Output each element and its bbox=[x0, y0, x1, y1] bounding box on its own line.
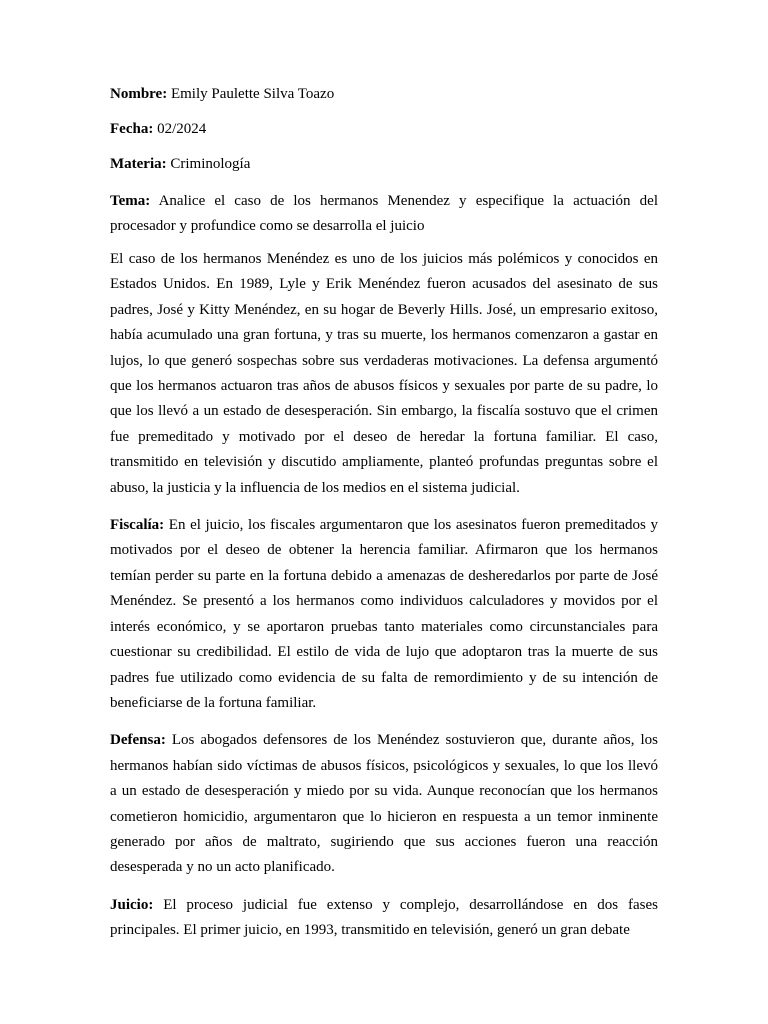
tema-value: Analice el caso de los hermanos Menendez y especifique la actuación del procesador y profundice como se desarrolla el juicio bbox=[110, 193, 658, 234]
juicio-text: El proceso judicial fue extenso y complejo, desarrollándose en dos fases principales. El primer juicio, en 1993, transmitido en televisión, generó un gran debate bbox=[110, 896, 658, 939]
defensa-label: Defensa: bbox=[110, 732, 166, 749]
fiscalia-label: Fiscalía: bbox=[110, 517, 165, 534]
tema-paragraph bbox=[110, 189, 658, 239]
juicio-label: Juicio: bbox=[110, 896, 154, 913]
nombre-line bbox=[110, 84, 658, 104]
materia-label: Materia: bbox=[110, 156, 167, 172]
juicio-paragraph bbox=[110, 893, 658, 944]
nombre-value: Emily Paulette Silva Toazo bbox=[167, 86, 335, 102]
materia-value: Criminología bbox=[166, 156, 251, 172]
nombre-label: Nombre: bbox=[110, 86, 168, 102]
fecha-value: 02/2024 bbox=[153, 121, 207, 137]
materia-line bbox=[110, 154, 658, 174]
document-page bbox=[110, 84, 658, 956]
defensa-paragraph bbox=[110, 728, 658, 880]
intro-paragraph: El caso de los hermanos Menéndez es uno de los juicios más polémicos y conocidos en Estados Unidos. En 1989, Lyle y Erik Menéndez fueron acusados del asesinato de sus padres, José y Kitty Menéndez, en su hogar de Beverly Hills. José, un empresario exitoso, había acumulado una gran fortuna, y tras su muerte, los hermanos comenzaron a gastar en lujos, lo que generó sospechas sobre sus verdaderas motivaciones. La defensa argumentó que los hermanos actuaron tras años de abusos físicos y sexuales por parte de su padre, lo que los llevó a un estado de desesperación. Sin embargo, la fiscalía sostuvo que el crimen fue premeditado y motivado por el deseo de heredar la fortuna familiar. El caso, transmitido en televisión y discutido ampliamente, planteó profundas preguntas sobre el abuso, la justicia y la influencia de los medios en el sistema judicial. bbox=[110, 251, 658, 496]
fecha-label: Fecha: bbox=[110, 121, 154, 137]
fiscalia-text: En el juicio, los fiscales argumentaron que los asesinatos fueron premeditados y motivados por el deseo de obtener la herencia familiar. Afirmaron que los hermanos temían perder su parte en la fortuna debido a amenazas de desheredarlos por parte de José Menéndez. Se presentó a los hermanos como individuos calculadores y movidos por el interés económico, y se aportaron pruebas tanto materiales como circunstanciales para cuestionar su credibilidad. El estilo de vida de lujo que adoptaron tras la muerte de sus padres fue utilizado como evidencia de su falta de remordimiento y de su intención de beneficiarse de la fortuna familiar. bbox=[110, 517, 658, 711]
fiscalia-paragraph bbox=[110, 513, 658, 716]
fecha-line bbox=[110, 119, 658, 139]
tema-label: Tema: bbox=[110, 193, 151, 209]
defensa-text: Los abogados defensores de los Menéndez sostuvieron que, durante años, los hermanos habían sido víctimas de abusos físicos, psicológicos y sexuales, lo que los llevó a un estado de desesperación y miedo por su vida. Aunque reconocían que los hermanos cometieron homicidio, argumentaron que lo hicieron en respuesta a un temor inminente generado por años de maltrato, sugiriendo que sus acciones fueron una reacción desesperada y no un acto planificado. bbox=[110, 732, 658, 876]
